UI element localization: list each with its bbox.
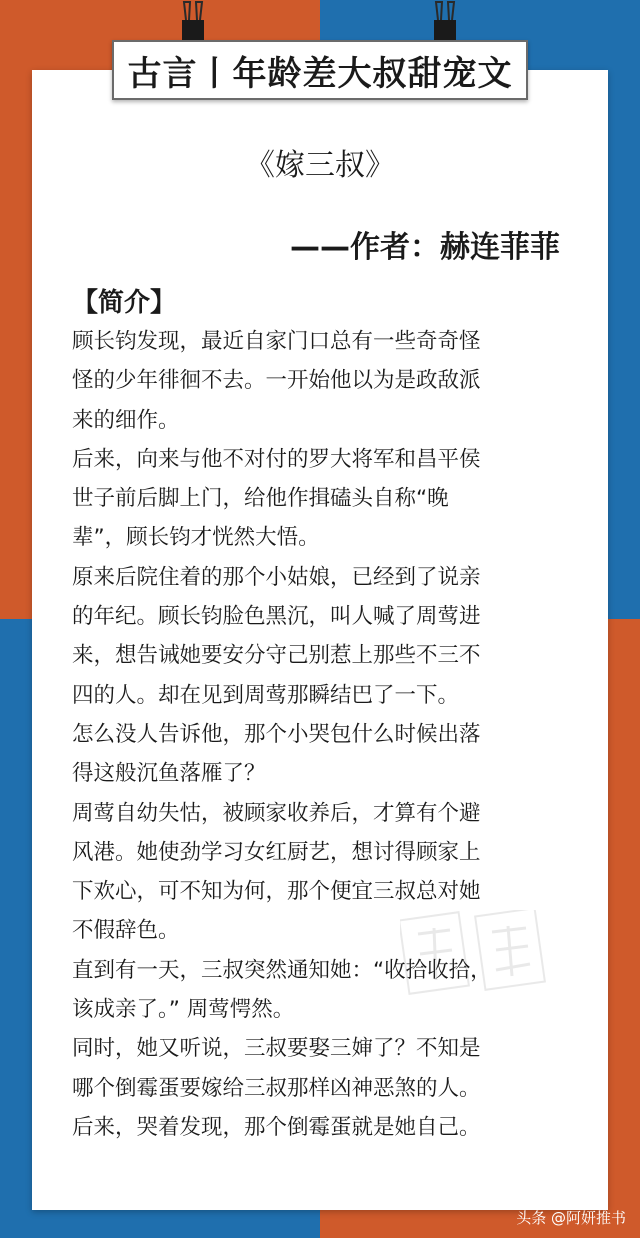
intro-line: 来的细作。 <box>72 407 180 433</box>
intro-line: 得这般沉鱼落雁了？ <box>72 761 266 787</box>
intro-line: 不假辞色。 <box>72 918 180 944</box>
intro-line: 哪个倒霉蛋要嫁给三叔那样凶神恶煞的人。 <box>72 1075 481 1101</box>
intro-line: 怎么没人告诉他，那个小哭包什么时候出落 <box>72 721 481 747</box>
intro-line: 四的人。却在见到周莺那瞬结巴了一下。 <box>72 682 460 708</box>
intro-line: 世子前后脚上门，给他作揖磕头自称“晚 <box>72 486 449 512</box>
intro-line: 同时，她又听说，三叔要娶三婶了？不知是 <box>72 1036 481 1062</box>
intro-line: 风港。她使劲学习女红厨艺，想讨得顾家上 <box>72 839 481 865</box>
intro-line: 该成亲了。” 周莺愕然。 <box>72 997 295 1023</box>
binder-clip-icon <box>432 0 458 42</box>
intro-line: 原来后院住着的那个小姑娘，已经到了说亲 <box>72 564 481 590</box>
intro-line: 顾长钧发现，最近自家门口总有一些奇奇怪 <box>72 329 481 354</box>
intro-line: 后来，哭着发现，那个倒霉蛋就是她自己。 <box>72 1114 481 1140</box>
intro-line: 直到有一天，三叔突然通知她：“收拾收拾， <box>72 957 492 983</box>
source-label: 头条 @阿妍推书 <box>516 1209 626 1227</box>
intro-line: 来，想告诫她要安分守己别惹上那些不三不 <box>72 643 481 669</box>
book-title: 《嫁三叔》 <box>245 148 395 183</box>
binder-clip-icon <box>180 0 206 42</box>
author-line: ——作者：赫连菲菲 <box>290 230 560 265</box>
intro-body <box>72 322 572 1147</box>
intro-heading: 【简介】 <box>72 288 177 318</box>
watermark-stamp <box>400 910 550 1000</box>
intro-line: 怪的少年徘徊不去。一开始他以为是政敌派 <box>72 368 481 394</box>
intro-line: 周莺自幼失怙，被顾家收养后，才算有个避 <box>72 800 481 826</box>
intro-line: 后来，向来与他不对付的罗大将军和昌平侯 <box>72 446 481 472</box>
page-title: 古言丨年龄差大叔甜宠文 <box>127 53 513 94</box>
intro-line: 的年纪。顾长钧脸色黑沉，叫人喊了周莺进 <box>72 604 481 630</box>
title-banner <box>112 40 528 100</box>
intro-line: 辈”，顾长钧才恍然大悟。 <box>72 525 320 551</box>
intro-line: 下欢心，可不知为何，那个便宜三叔总对她 <box>72 879 481 905</box>
